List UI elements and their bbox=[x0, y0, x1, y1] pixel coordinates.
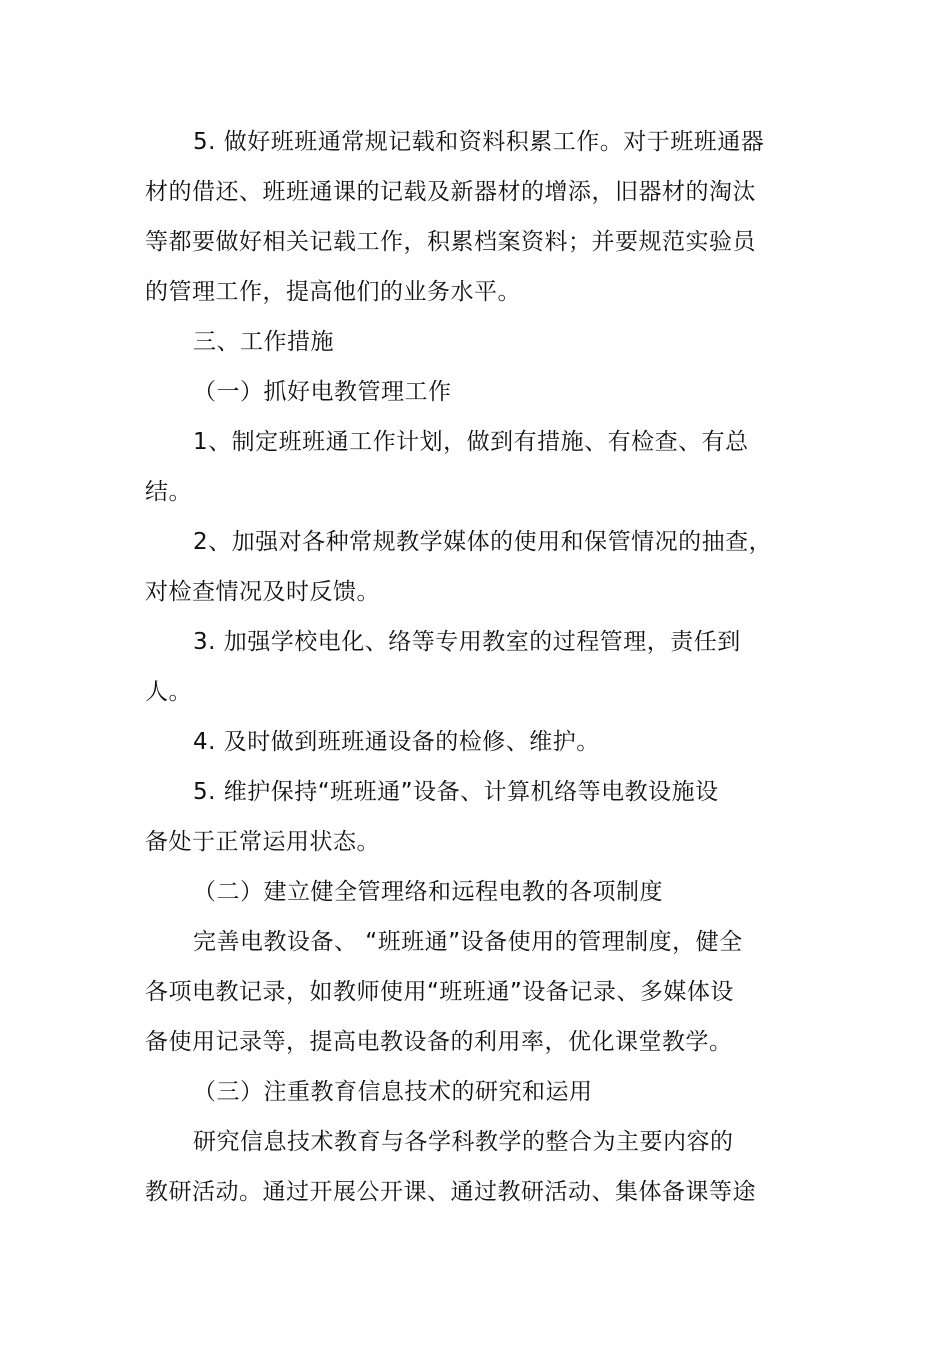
text-line: 人。 bbox=[145, 679, 192, 705]
text-line: 备使用记录等，提高电教设备的利用率，优化课堂教学。 bbox=[145, 1029, 733, 1055]
text-line: 教研活动。通过开展公开课、通过教研活动、集体备课等途 bbox=[145, 1179, 756, 1205]
text-line: 5. 做好班班通常规记载和资料积累工作。对于班班通器 bbox=[193, 129, 765, 155]
text-line: 2、加强对各种常规教学媒体的使用和保管情况的抽查， bbox=[193, 529, 773, 555]
text-line: 各项电教记录，如教师使用“班班通”设备记录、多媒体设 bbox=[145, 979, 734, 1005]
text-line: 对检查情况及时反馈。 bbox=[145, 579, 380, 605]
section-heading: 三、工作措施 bbox=[193, 329, 334, 355]
subsection-heading: （一）抓好电教管理工作 bbox=[193, 379, 452, 405]
subsection-heading: （三）注重教育信息技术的研究和运用 bbox=[193, 1079, 593, 1105]
text-line: 5. 维护保持“班班通”设备、计算机络等电教设施设 bbox=[193, 779, 719, 805]
text-line: 结。 bbox=[145, 479, 192, 505]
text-line: 备处于正常运用状态。 bbox=[145, 829, 380, 855]
text-line: 的管理工作，提高他们的业务水平。 bbox=[145, 279, 521, 305]
text-line: 3. 加强学校电化、络等专用教室的过程管理，责任到 bbox=[193, 629, 741, 655]
text-line: 4. 及时做到班班通设备的检修、维护。 bbox=[193, 729, 600, 755]
text-line: 材的借还、班班通课的记载及新器材的增添，旧器材的淘汰 bbox=[145, 179, 756, 205]
text-line: 完善电教设备、 “班班通”设备使用的管理制度，健全 bbox=[193, 929, 743, 955]
text-line: 研究信息技术教育与各学科教学的整合为主要内容的 bbox=[193, 1129, 734, 1155]
text-line: 等都要做好相关记载工作，积累档案资料；并要规范实验员 bbox=[145, 229, 756, 255]
text-line: 1、制定班班通工作计划，做到有措施、有检查、有总 bbox=[193, 429, 749, 455]
subsection-heading: （二）建立健全管理络和远程电教的各项制度 bbox=[193, 879, 663, 905]
